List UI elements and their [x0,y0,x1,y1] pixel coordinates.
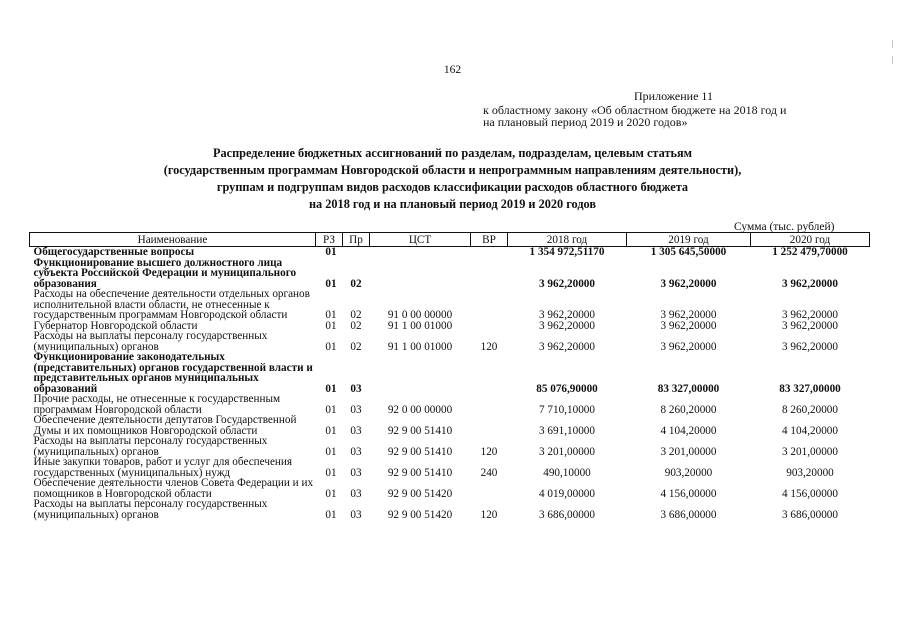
edge-mark [892,56,893,64]
cell-name: Расходы на выплаты персоналу государственных (муниципальных) органов [33,498,268,521]
cell-2020: 8 260,20000 [782,403,838,416]
cell-2019: 903,20000 [664,466,713,479]
header-2018: 2018 год [508,233,627,247]
cell-cst: 92 9 00 51410 [387,466,453,479]
cell-2020: 1 252 479,70000 [772,246,848,258]
table-header-row [30,233,870,247]
units-label: Сумма (тыс. рублей) [734,221,835,233]
cell-2020: 4 156,00000 [782,487,838,500]
cell-vr [471,247,508,258]
cell-cst: 91 1 00 01000 [387,340,453,353]
cell-cst: 92 9 00 51420 [387,487,453,500]
cell-cst: 92 0 00 00000 [387,403,453,416]
header-cst: ЦСТ [370,233,471,247]
cell-name: Обеспечение деятельности членов Совета Федерации и их помощников в Новгородской области [33,477,314,500]
table-row [30,247,870,258]
cell-2020: 3 962,20000 [782,319,838,332]
cell-2018: 1 354 972,51170 [529,246,605,258]
table-row [30,436,870,457]
cell-2018: 7 710,10000 [539,403,595,416]
table-row [30,478,870,499]
cell-rz: 01 [325,382,337,395]
cell-vr: 120 [480,445,498,458]
cell-pr: 03 [350,445,362,458]
header-name: Наименование [30,233,316,247]
cell-pr [343,247,370,258]
cell-rz: 01 [325,424,337,437]
cell-2020: 83 327,00000 [779,382,841,395]
header-pr: Пр [343,233,370,247]
cell-2018: 3 962,20000 [539,309,595,321]
cell-2018: 3 962,20000 [539,277,595,290]
cell-name: Обеспечение деятельности депутатов Государственной Думы и их помощников Новгородской области [33,414,297,437]
cell-rz: 01 [325,309,337,321]
cell-pr: 03 [350,403,362,416]
cell-vr [471,415,508,436]
cell-name: Иные закупки товаров, работ и услуг для обеспечения государственных (муниципальных) нужд [33,456,293,479]
table-row [30,258,870,290]
cell-vr [471,394,508,415]
table-row [30,289,870,321]
cell-2020: 3 201,00000 [782,445,838,458]
appendix-subtitle-line2: на плановый период 2019 и 2020 годов» [483,115,688,129]
cell-vr: 120 [480,340,498,353]
cell-cst [370,258,471,290]
appendix-subtitle [483,104,786,128]
cell-pr: 03 [350,382,362,395]
cell-2019: 3 962,20000 [660,340,717,353]
cell-vr [471,478,508,499]
cell-2020: 903,20000 [786,466,834,479]
cell-2019: 3 962,20000 [660,277,717,290]
document-title-line3: группам и подгруппам видов расходов классификации расходов областного бюджета [216,180,689,194]
document-title-line2: (государственным программам Новгородской области и непрограммным направлениям деятельности), [163,163,742,177]
cell-pr: 02 [350,340,362,353]
cell-2020: 4 104,20000 [782,424,838,437]
table-row [30,331,870,352]
document-title-line1: Распределение бюджетных ассигнований по разделам, подразделам, целевым статьям [212,146,693,160]
cell-pr: 03 [350,424,362,437]
cell-2018: 3 691,10000 [539,424,595,437]
cell-2018: 4 019,00000 [539,487,595,500]
cell-2018: 490,10000 [543,466,591,479]
cell-rz: 01 [325,445,337,458]
table-row [30,352,870,394]
document-title-line4: на 2018 год и на плановый период 2019 и 2020 годов [308,197,597,211]
cell-name: Губернатор Новгородской области [33,319,198,332]
cell-2018: 3 686,00000 [539,508,595,521]
cell-2019: 4 156,00000 [660,487,717,500]
cell-pr: 03 [350,466,362,479]
cell-rz: 01 [325,246,337,258]
cell-cst [370,247,471,258]
cell-cst: 91 0 00 00000 [387,309,453,321]
header-2019: 2019 год [627,233,751,247]
cell-pr: 03 [350,508,362,521]
page-number: 162 [443,64,462,76]
header-2020: 2020 год [751,233,870,247]
cell-rz: 01 [325,466,337,479]
table-row [30,415,870,436]
cell-name: Прочие расходы, не отнесенные к государственным программам Новгородской области [33,393,281,416]
cell-vr [471,289,508,321]
cell-2020: 3 962,20000 [782,340,838,353]
cell-rz: 01 [325,403,337,416]
cell-name: Расходы на выплаты персоналу государственных (муниципальных) органов [33,435,268,458]
cell-name: Функционирование высшего должностного лица субъекта Российской Федерации и муниципального образования [33,256,297,290]
document-title [60,145,845,213]
cell-2020: 3 686,00000 [782,508,838,521]
table-row [30,499,870,520]
cell-cst: 92 9 00 51420 [387,508,453,521]
cell-pr: 02 [350,319,362,332]
cell-rz: 01 [325,508,337,521]
table-body [30,247,870,521]
budget-table [29,232,870,520]
cell-vr [471,321,508,332]
appendix-subtitle-line1: к областному закону «Об областном бюджете на 2018 год и [483,103,787,117]
table-row [30,394,870,415]
cell-2020: 3 962,20000 [782,277,838,290]
appendix-title: Приложение 11 [634,89,713,103]
cell-rz: 01 [325,340,337,353]
cell-2018: 3 201,00000 [539,445,595,458]
cell-2018: 85 076,90000 [536,382,598,395]
cell-rz: 01 [325,277,337,290]
cell-pr: 03 [350,487,362,500]
cell-2019: 83 327,00000 [657,382,720,395]
edge-mark [892,40,893,48]
cell-vr [471,258,508,290]
cell-cst: 91 1 00 01000 [387,319,453,332]
cell-2019: 3 686,00000 [660,508,717,521]
cell-2019: 3 962,20000 [660,309,717,321]
cell-rz: 01 [325,319,337,332]
header-vr: ВР [471,233,508,247]
cell-name: Расходы на выплаты персоналу государственных (муниципальных) органов [33,330,268,353]
cell-cst: 92 9 00 51410 [387,445,453,458]
cell-2020: 3 962,20000 [782,309,838,321]
cell-2018: 3 962,20000 [539,319,595,332]
cell-name: Расходы на обеспечение деятельности отдельных органов исполнительной власти области, не отнесенные к государственным программам Новгородской области [33,288,310,321]
cell-2019: 8 260,20000 [660,403,717,416]
header-rz: РЗ [316,233,343,247]
cell-2019: 3 962,20000 [660,319,717,332]
cell-name: Общегосударственные вопросы [33,246,195,258]
cell-vr [471,352,508,394]
cell-pr: 02 [350,309,362,321]
cell-2018: 3 962,20000 [539,340,595,353]
table-row [30,457,870,478]
cell-vr: 240 [480,466,498,479]
cell-2019: 1 305 645,50000 [650,246,727,258]
cell-cst [370,352,471,394]
cell-2019: 4 104,20000 [660,424,717,437]
cell-rz: 01 [325,487,337,500]
cell-name: Функционирование законодательных (представительных) органов государственной власти и представительных органов муниципальных образований [33,351,313,395]
cell-2019: 3 201,00000 [660,445,717,458]
cell-pr: 02 [350,277,362,290]
cell-vr: 120 [480,508,498,521]
cell-cst: 92 9 00 51410 [387,424,453,437]
